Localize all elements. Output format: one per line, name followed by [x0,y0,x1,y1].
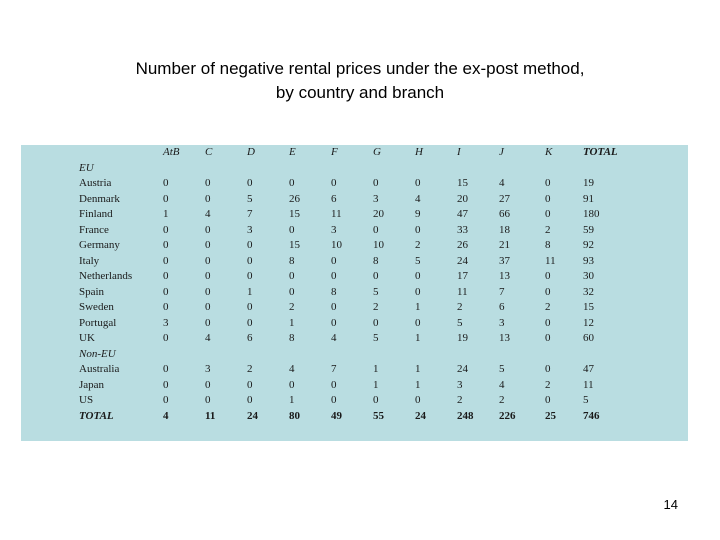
table-cell: 0 [163,192,169,205]
row-label: Japan [79,378,105,391]
row-label: France [79,223,109,236]
table-cell: 3 [373,192,379,205]
section-label: Non-EU [79,347,116,360]
table-cell: 0 [415,394,421,406]
table-row [79,176,643,192]
table-cell: 4 [331,332,337,344]
table-cell: 1 [289,316,295,329]
table-cell: 3 [331,223,337,236]
table-cell: 0 [205,301,211,313]
row-total-cell: 91 [583,192,594,205]
row-total-cell: 11 [583,378,594,391]
table-cell: 26 [457,239,468,251]
table-cell: 0 [289,177,295,189]
table-cell: 1 [247,285,253,298]
table-cell: 1 [163,208,169,220]
table-cell: 0 [205,394,211,406]
table-cell: 24 [457,363,468,375]
row-total-cell: 5 [583,394,589,406]
table-cell: 1 [289,394,295,406]
rental-prices-table [79,145,643,424]
header-cell: F [331,146,338,158]
table-cell: 0 [205,254,211,267]
row-total-cell: 47 [583,363,594,375]
table-cell: 5 [457,316,463,329]
table-cell: 0 [247,177,253,189]
table-cell: 0 [289,270,295,282]
table-cell: 3 [205,363,211,375]
table-cell: 0 [373,270,379,282]
table-cell: 4 [415,192,421,205]
section-label: EU [79,161,94,174]
table-cell: 19 [457,332,468,344]
table-cell: 0 [415,285,421,298]
table-cell: 2 [545,301,551,313]
table-cell: 0 [205,177,211,189]
table-cell: 21 [499,239,510,251]
table-cell: 0 [331,378,337,391]
table-cell: 0 [415,177,421,189]
table-cell: 8 [331,285,337,298]
table-cell: 0 [331,177,337,189]
row-total-cell: 32 [583,285,594,298]
table-cell: 0 [331,394,337,406]
table-cell: 24 [457,254,468,267]
row-label: Australia [79,363,120,375]
table-row [79,393,643,409]
table-cell: 11 [205,409,216,422]
table-cell: 17 [457,270,468,282]
header-cell: I [457,146,461,158]
row-label: Sweden [79,301,114,313]
table-cell: 1 [373,363,379,375]
table-cell: 1 [415,378,421,391]
row-total-cell: 180 [583,208,600,220]
table-cell: 0 [247,378,253,391]
table-cell: 2 [545,378,551,391]
table-cell: 0 [331,270,337,282]
header-cell: H [415,146,423,158]
table-cell: 0 [247,270,253,282]
page-number: 14 [663,497,678,512]
header-cell: C [205,146,213,158]
table-cell: 55 [373,409,384,422]
table-cell: 4 [499,177,505,189]
table-cell: 24 [415,409,426,422]
row-label: Germany [79,239,120,251]
row-label: Denmark [79,192,120,205]
table-cell: 25 [545,409,556,422]
section-row [79,161,643,177]
table-cell: 0 [163,239,169,251]
table-cell: 0 [415,223,421,236]
table-cell: 2 [289,301,295,313]
table-cell: 226 [499,409,516,422]
table-cell: 11 [457,285,468,298]
table-cell: 0 [247,301,253,313]
table-cell: 0 [415,270,421,282]
table-cell: 0 [205,270,211,282]
row-label: UK [79,332,95,344]
table-cell: 1 [415,301,421,313]
table-cell: 0 [163,285,169,298]
table-cell: 0 [545,285,551,298]
table-cell: 0 [373,394,379,406]
row-label: Spain [79,285,105,298]
table-cell: 7 [499,285,505,298]
table-cell: 2 [247,363,253,375]
table-cell: 13 [499,332,510,344]
table-cell: 0 [373,316,379,329]
table-row [79,269,643,285]
table-cell: 1 [415,332,421,344]
table-cell: 2 [373,301,379,313]
table-cell: 20 [373,208,384,220]
table-cell: 10 [373,239,384,251]
table-cell: 0 [331,254,337,267]
header-cell: G [373,146,381,158]
table-cell: 11 [331,208,342,220]
table-cell: 4 [163,409,169,422]
table-cell: 3 [499,316,505,329]
table-body [79,161,643,425]
header-cell: E [289,146,296,158]
table-row [79,223,643,239]
table-cell: 9 [415,208,421,220]
table-cell: 0 [247,254,253,267]
table-cell: 0 [163,394,169,406]
table-cell: 0 [163,363,169,375]
table-cell: 4 [499,378,505,391]
table-cell: 5 [247,192,253,205]
table-cell: 15 [457,177,468,189]
table-cell: 13 [499,270,510,282]
table-cell: 0 [205,378,211,391]
table-cell: 15 [289,208,300,220]
row-label: Finland [79,208,113,220]
table-cell: 0 [373,223,379,236]
table-cell: 7 [247,208,253,220]
table-row [79,192,643,208]
table-cell: 0 [289,223,295,236]
table-cell: 0 [331,301,337,313]
table-cell: 0 [163,177,169,189]
table-cell: 0 [163,223,169,236]
table-cell: 8 [373,254,379,267]
row-label: Portugal [79,316,117,329]
table-cell: 0 [289,285,295,298]
header-cell: AtB [163,146,180,158]
table-cell: 0 [545,394,551,406]
table-cell: 0 [545,177,551,189]
table-cell: 6 [499,301,505,313]
slide-title [0,57,720,105]
table-cell: 10 [331,239,342,251]
table-row [79,285,643,301]
table-cell: 26 [289,192,300,205]
row-total-cell: 60 [583,332,594,344]
table-cell: 0 [205,285,211,298]
table-cell: 5 [499,363,505,375]
table-cell: 3 [163,316,169,329]
table-cell: 5 [373,285,379,298]
table-cell: 20 [457,192,468,205]
table-cell: 4 [205,208,211,220]
title-line-2: by country and branch [275,83,445,102]
table-cell: 0 [373,177,379,189]
title-line-1: Number of negative rental prices under the ex-post method, [135,59,585,78]
table-cell: 0 [163,332,169,344]
header-cell [79,145,163,161]
table-cell: 0 [247,239,253,251]
table-cell: 3 [457,378,463,391]
table-cell: 49 [331,409,342,422]
table-cell: 0 [545,208,551,220]
table-cell: 8 [545,239,551,251]
table-row [79,254,643,270]
table-row [79,207,643,223]
table-cell: 0 [163,378,169,391]
table-cell: 1 [373,378,379,391]
table-cell: 66 [499,208,510,220]
row-total-cell: 12 [583,316,594,329]
table-cell: 37 [499,254,510,267]
table-cell: 11 [545,254,556,267]
table-cell: 0 [205,223,211,236]
table-cell: 0 [545,192,551,205]
table-cell: 15 [289,239,300,251]
section-row [79,347,643,363]
table-cell: 2 [415,239,421,251]
header-row [79,145,643,161]
table-cell: 0 [205,316,211,329]
row-total-cell: 59 [583,223,594,236]
total-row [79,409,643,425]
table-cell: 5 [373,332,379,344]
row-total-cell: 19 [583,177,594,189]
table-row [79,362,643,378]
table-cell: 2 [457,301,463,313]
table-cell: 3 [247,223,253,236]
table-row [79,378,643,394]
table-cell: 2 [545,223,551,236]
row-label: US [79,394,94,406]
header-cell-total: TOTAL [583,146,618,158]
table-cell: 0 [415,316,421,329]
row-total-cell: 93 [583,254,594,267]
table-cell: 0 [163,270,169,282]
data-table-panel [21,145,688,441]
table-cell: 0 [163,254,169,267]
table-cell: 8 [289,254,295,267]
table-cell: 33 [457,223,468,236]
table-cell: 18 [499,223,510,236]
table-cell: 4 [205,332,211,344]
table-row [79,238,643,254]
table-cell: 47 [457,208,468,220]
table-cell: 2 [499,394,505,406]
table-cell: 0 [205,239,211,251]
table-cell: 0 [289,378,295,391]
table-cell: 0 [163,301,169,313]
table-cell: 6 [247,332,253,344]
table-cell: 5 [415,254,421,267]
table-cell: 0 [545,270,551,282]
table-cell: 0 [247,316,253,329]
row-total-cell: 30 [583,270,594,282]
table-cell: 6 [331,192,337,205]
table-cell: 248 [457,409,474,422]
table-cell: 0 [205,192,211,205]
row-label: TOTAL [79,409,114,422]
table-cell: 1 [415,363,421,375]
header-cell: J [499,146,504,158]
table-cell: 7 [331,363,337,375]
header-cell: D [247,146,255,158]
table-cell: 27 [499,192,510,205]
table-row [79,331,643,347]
table-cell: 8 [289,332,295,344]
table-cell: 4 [289,363,295,375]
row-label: Italy [79,254,100,267]
table-cell: 24 [247,409,258,422]
row-label: Austria [79,177,112,189]
table-cell: 2 [457,394,463,406]
table-cell: 0 [247,394,253,406]
table-cell: 0 [545,316,551,329]
row-total-cell: 15 [583,301,594,313]
table-row [79,316,643,332]
table-cell: 0 [331,316,337,329]
table-row [79,300,643,316]
header-cell: K [545,146,553,158]
row-label: Netherlands [79,270,133,282]
row-total-cell: 746 [583,409,600,422]
table-cell: 0 [545,332,551,344]
table-cell: 0 [545,363,551,375]
table-cell: 80 [289,409,300,422]
row-total-cell: 92 [583,239,594,251]
